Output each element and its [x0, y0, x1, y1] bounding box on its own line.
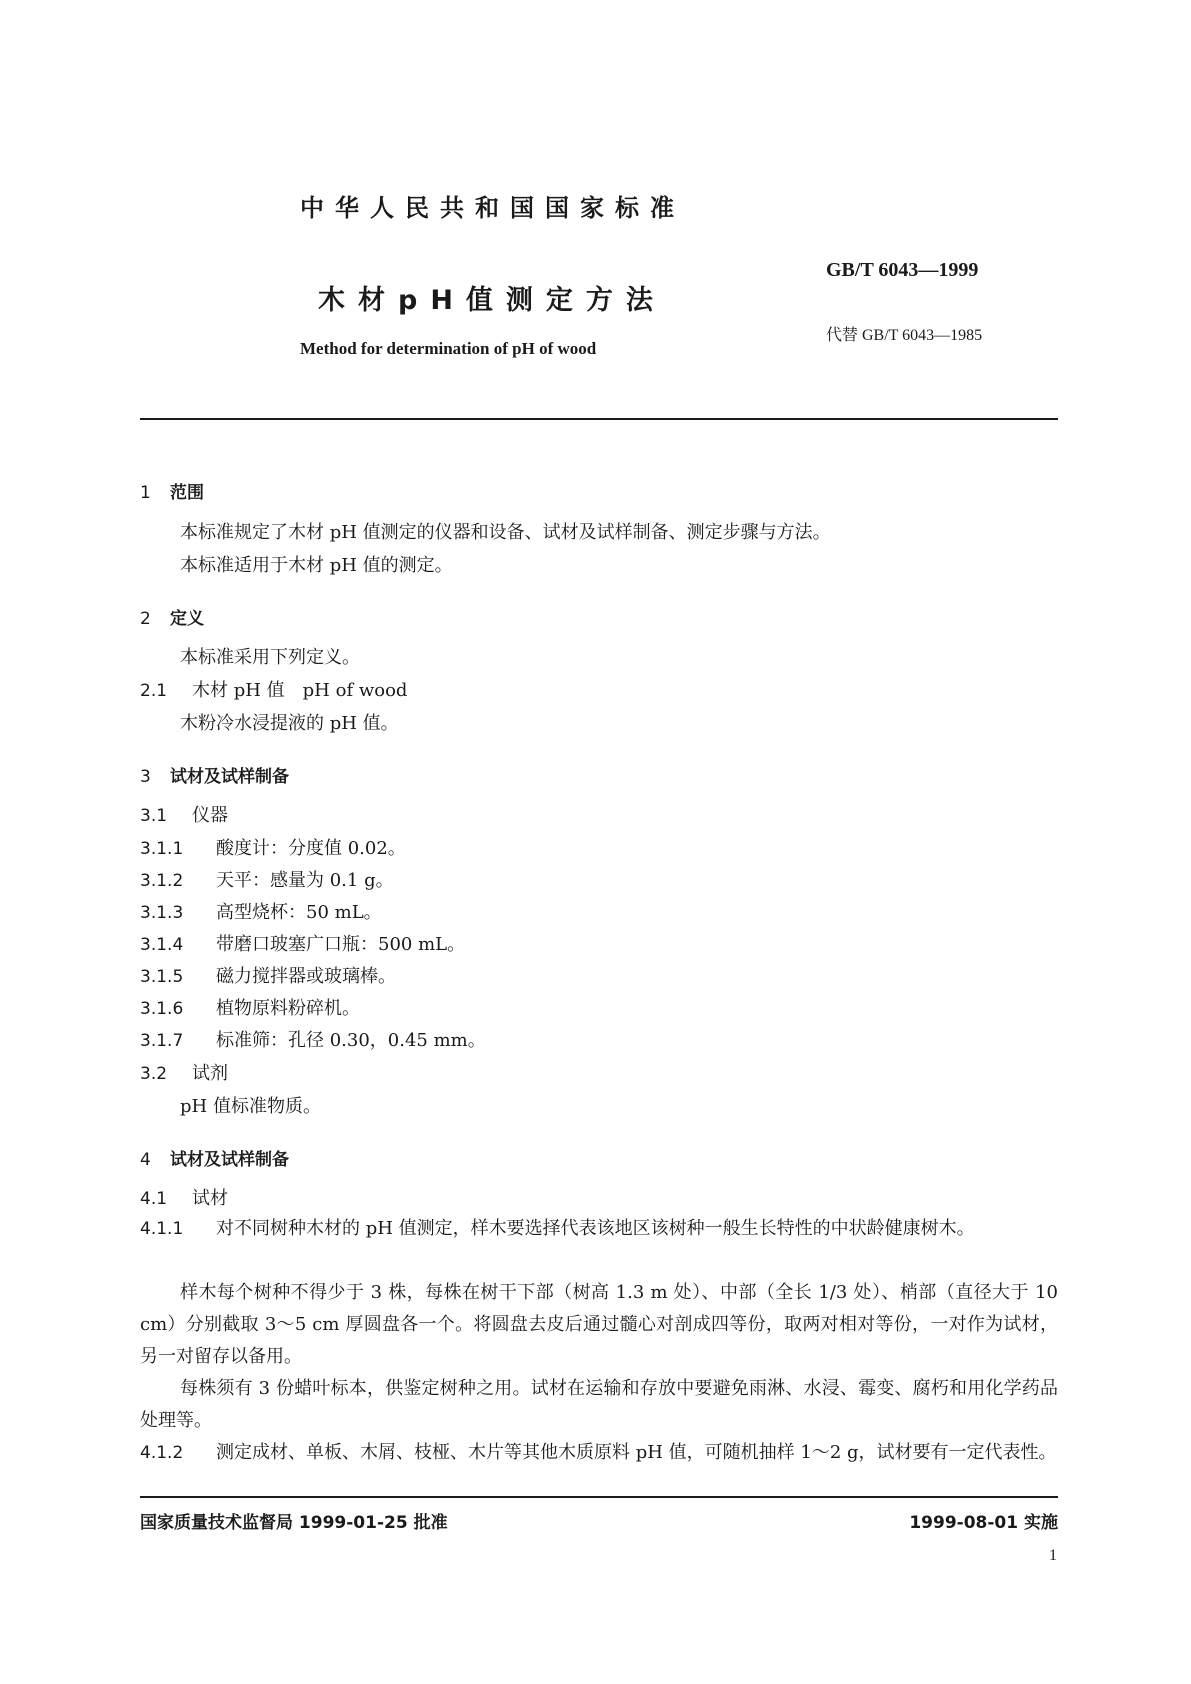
section-1-heading [140, 478, 204, 503]
clause-4-1-1 [140, 1213, 1058, 1245]
clause-text: 植物原料粉碎机。 [216, 998, 360, 1019]
clause-number: 3.2 [140, 1064, 168, 1084]
list-item [140, 898, 382, 924]
section-title: 试材及试样制备 [170, 1150, 289, 1170]
paragraph: 本标准规定了木材 pH 值测定的仪器和设备、试材及试样制备、测定步骤与方法。 [180, 522, 831, 543]
clause-text: 仪器 [192, 805, 228, 826]
clause-number: 3.1.6 [140, 999, 184, 1019]
document-title-english: Method for determination of pH of wood [300, 339, 597, 358]
list-item [140, 962, 396, 988]
clause-3-1 [140, 801, 228, 827]
section-2-heading [140, 604, 204, 629]
clause-text: 对不同树种木材的 pH 值测定，样木要选择代表该地区该树种一般生长特性的中状龄健康树木。 [216, 1218, 975, 1239]
clause-number: 3.1.4 [140, 935, 184, 955]
clause-4-1 [140, 1184, 228, 1210]
section-number: 3 [140, 767, 151, 787]
effective-date: 1999-08-01 实施 [909, 1513, 1058, 1533]
paragraph: pH 值标准物质。 [180, 1096, 321, 1117]
standard-code: GB/T 6043—1999 [826, 259, 979, 281]
list-item [140, 1026, 486, 1052]
paragraph: 样木每个树种不得少于 3 株，每株在树干下部（树高 1.3 m 处）、中部（全长 1/3 处）、梢部（直径大于 10 cm）分别截取 3～5 cm 厚圆盘各一个。将圆盘去皮后通过髓心对剖成四等份，取两对相对等份，一对作为试材，另一对留存以备用。 [140, 1282, 1058, 1367]
paragraph: 本标准采用下列定义。 [180, 647, 360, 668]
clause-text: 试剂 [192, 1063, 228, 1084]
section-3-heading [140, 762, 289, 787]
national-standard-heading: 中华人民共和国国家标准 [300, 194, 685, 222]
clause-number: 3.1.5 [140, 967, 184, 987]
replaced-standard: 代替 GB/T 6043—1985 [826, 327, 983, 344]
clause-text: 高型烧杯：50 mL。 [216, 902, 382, 923]
section-number: 2 [140, 609, 151, 629]
clause-number: 2.1 [140, 681, 168, 701]
document-title: 木材pH值测定方法 [318, 285, 666, 316]
clause-number: 3.1.1 [140, 839, 184, 859]
clause-number: 3.1.7 [140, 1031, 184, 1051]
paragraph: 每株须有 3 份蜡叶标本，供鉴定树种之用。试材在运输和存放中要避免雨淋、水浸、霉变、腐朽和用化学药品处理等。 [140, 1378, 1058, 1431]
clause-number: 3.1.2 [140, 871, 184, 891]
page-number: 1 [1049, 1547, 1057, 1564]
header-divider [140, 418, 1058, 420]
list-item [140, 930, 465, 956]
clause-text: 试材 [192, 1188, 228, 1209]
clause-text: 磁力搅拌器或玻璃棒。 [216, 966, 396, 987]
clause-number: 3.1 [140, 806, 168, 826]
section-number: 4 [140, 1150, 151, 1170]
paragraph: 木粉冷水浸提液的 pH 值。 [180, 713, 399, 734]
clause-2-1 [140, 676, 407, 702]
clause-number: 4.1.2 [140, 1443, 184, 1463]
list-item [140, 994, 360, 1020]
clause-text: 天平：感量为 0.1 g。 [216, 870, 394, 891]
footer-divider [140, 1496, 1058, 1498]
section-title: 试材及试样制备 [170, 767, 289, 787]
section-number: 1 [140, 483, 151, 503]
clause-text: 测定成材、单板、木屑、枝桠、木片等其他木质原料 pH 值，可随机抽样 1～2 g，试材要有一定代表性。 [216, 1442, 1057, 1463]
clause-3-2 [140, 1059, 228, 1085]
paragraph: 本标准适用于木材 pH 值的测定。 [180, 555, 453, 576]
clause-4-1-2 [140, 1437, 1058, 1469]
section-title: 范围 [170, 483, 204, 503]
clause-number: 3.1.3 [140, 903, 184, 923]
clause-text: 标准筛：孔径 0.30，0.45 mm。 [216, 1030, 486, 1051]
section-4-heading [140, 1145, 289, 1170]
clause-text: 酸度计：分度值 0.02。 [216, 838, 406, 859]
approval-line: 国家质量技术监督局 1999-01-25 批准 [140, 1513, 448, 1533]
list-item [140, 834, 406, 860]
list-item [140, 866, 394, 892]
clause-text: 木材 pH 值 pH of wood [192, 680, 408, 701]
clause-text: 带磨口玻塞广口瓶：500 mL。 [216, 934, 466, 955]
clause-number: 4.1.1 [140, 1219, 184, 1239]
clause-number: 4.1 [140, 1189, 168, 1209]
section-title: 定义 [170, 609, 204, 629]
